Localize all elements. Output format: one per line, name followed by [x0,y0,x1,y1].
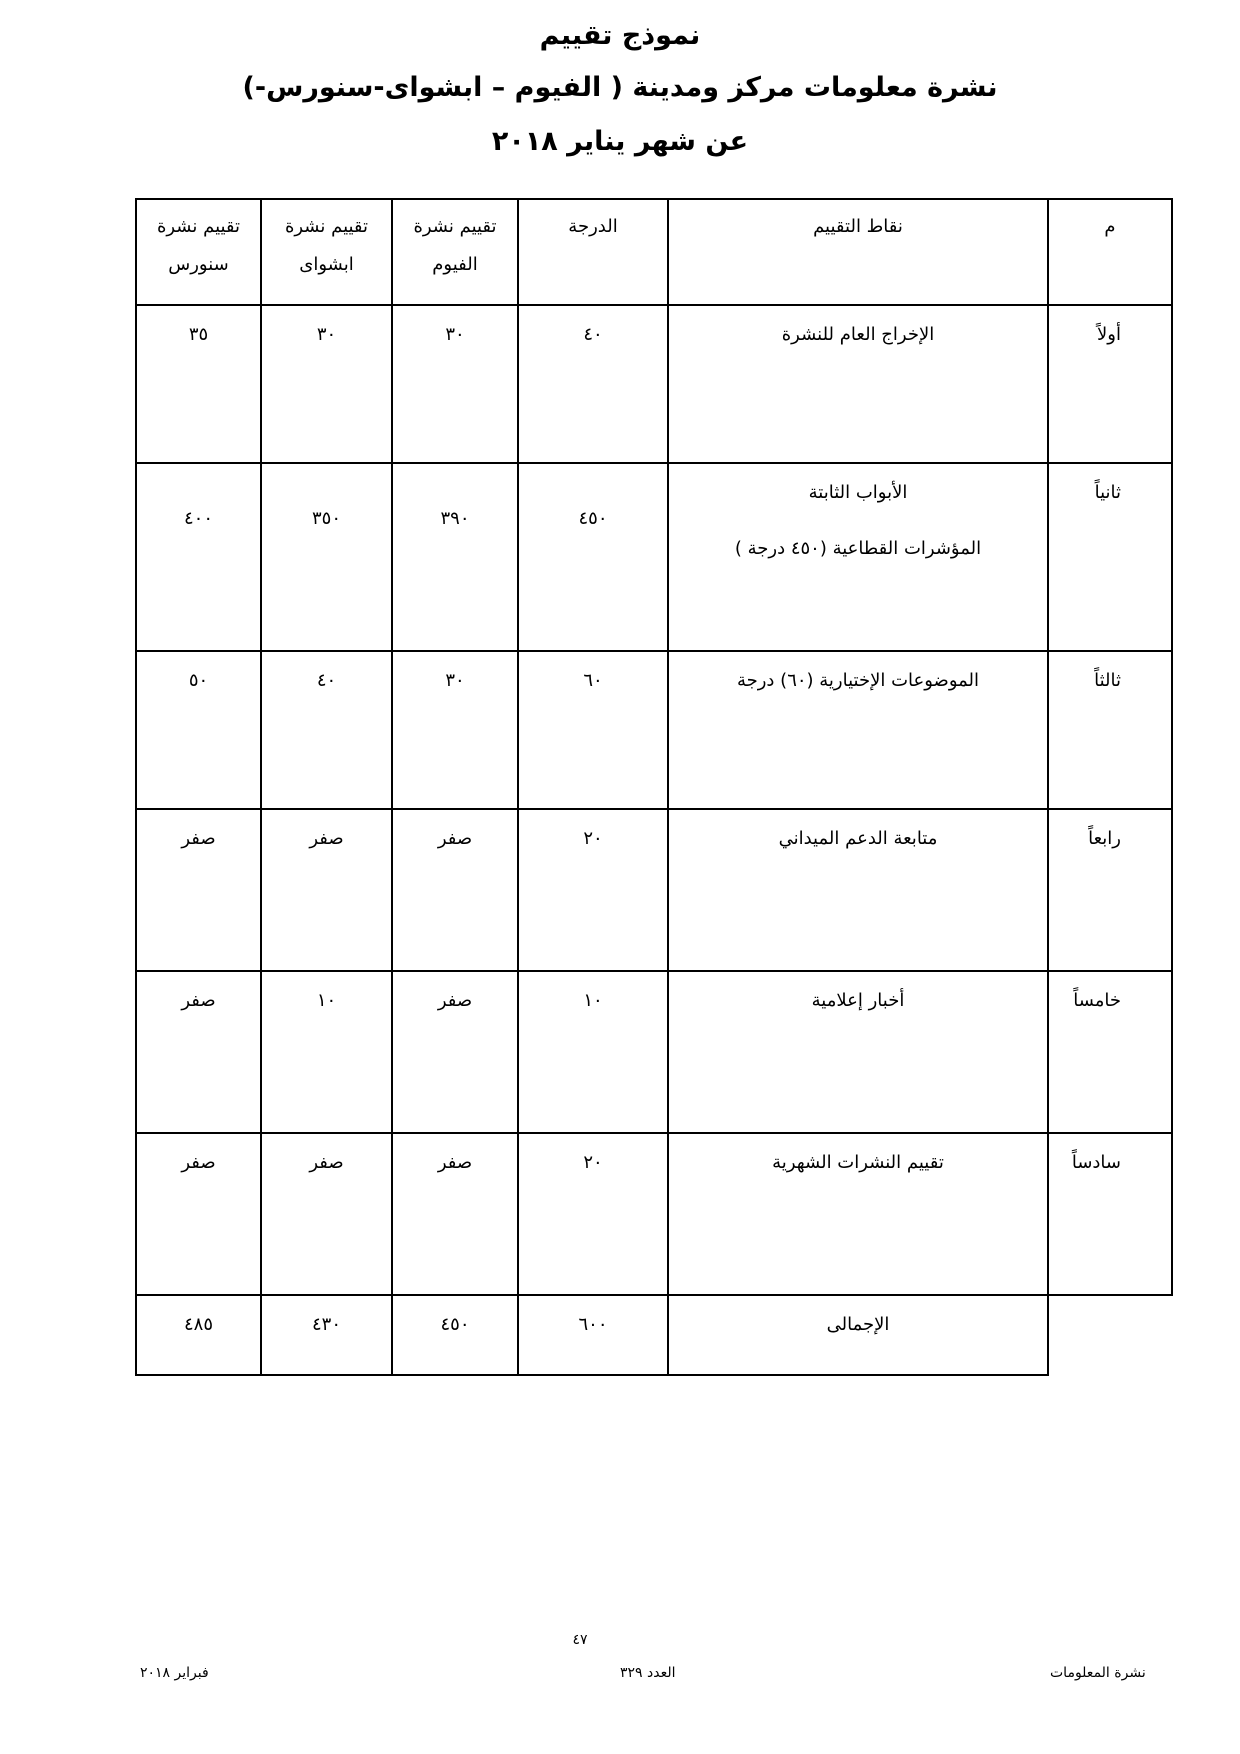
table-row [136,1133,1172,1295]
evaluation-table [135,198,1173,1376]
footer-date: فبراير ٢٠١٨ [140,1665,209,1681]
table-row [136,305,1172,463]
cell-degree: ٤٠ [518,305,668,463]
cell-sinnuris: صفر [136,809,261,971]
document-period: عن شهر يناير ٢٠١٨ [491,126,749,157]
cell-fayoum: ٣٠ [392,305,518,463]
page-number: ٤٧ [572,1632,588,1648]
cell-criteria: الموضوعات الإختيارية (٦٠) درجة [668,651,1048,809]
cell-ibshway: ٣٠ [261,305,392,463]
cell-criteria: أخبار إعلامية [668,971,1048,1133]
cell-degree: ٦٠ [518,651,668,809]
cell-criteria-sub: المؤشرات القطاعية (٤٥٠ درجة ) [734,538,982,559]
cell-degree: ٤٥٠ [518,463,668,651]
cell-criteria: متابعة الدعم الميداني [668,809,1048,971]
cell-ibshway: ٤٠ [261,651,392,809]
cell-degree: ١٠ [518,971,668,1133]
document-title: نموذج تقييم [539,20,701,51]
cell-degree: ٢٠ [518,1133,668,1295]
cell-m: أولاً [1048,305,1172,463]
cell-sinnuris: صفر [136,1133,261,1295]
cell-sinnuris: ٤٠٠ [136,463,261,651]
table-row [136,809,1172,971]
cell-sinnuris: صفر [136,971,261,1133]
total-sinnuris: ٤٨٥ [136,1295,261,1375]
cell-criteria: الإخراج العام للنشرة [668,305,1048,463]
total-blank-cell [1048,1295,1172,1375]
cell-ibshway: صفر [261,1133,392,1295]
header-ibshway: تقييم نشرة ابشواى [261,199,392,305]
total-degree: ٦٠٠ [518,1295,668,1375]
table-total-row [136,1295,1172,1375]
cell-ibshway: ٣٥٠ [261,463,392,651]
table-row [136,463,1172,651]
cell-m: ثانياً [1048,463,1172,651]
cell-fayoum: صفر [392,1133,518,1295]
footer-publication: نشرة المعلومات [1050,1665,1146,1681]
header-criteria: نقاط التقييم [668,199,1048,305]
total-fayoum: ٤٥٠ [392,1295,518,1375]
document-subtitle: نشرة معلومات مركز ومدينة ( الفيوم – ابشواى-سنورس-) [242,72,998,103]
cell-criteria: الأبواب الثابتة المؤشرات القطاعية (٤٥٠ درجة ) [668,463,1048,651]
header-fayoum: تقييم نشرة الفيوم [392,199,518,305]
cell-sinnuris: ٥٠ [136,651,261,809]
cell-fayoum: ٣٩٠ [392,463,518,651]
cell-ibshway: صفر [261,809,392,971]
cell-fayoum: صفر [392,971,518,1133]
footer-issue: العدد ٣٢٩ [620,1665,676,1681]
total-ibshway: ٤٣٠ [261,1295,392,1375]
cell-m: سادساً [1048,1133,1172,1295]
cell-sinnuris: ٣٥ [136,305,261,463]
cell-m: رابعاً [1048,809,1172,971]
total-label: الإجمالى [668,1295,1048,1375]
cell-fayoum: صفر [392,809,518,971]
cell-criteria: تقييم النشرات الشهرية [668,1133,1048,1295]
cell-m: ثالثاً [1048,651,1172,809]
header-m: م [1048,199,1172,305]
header-sinnuris: تقييم نشرة سنورس [136,199,261,305]
table-header-row [136,199,1172,305]
table-row [136,971,1172,1133]
header-degree: الدرجة [518,199,668,305]
cell-degree: ٢٠ [518,809,668,971]
cell-m: خامساً [1048,971,1172,1133]
cell-fayoum: ٣٠ [392,651,518,809]
cell-ibshway: ١٠ [261,971,392,1133]
table-row [136,651,1172,809]
